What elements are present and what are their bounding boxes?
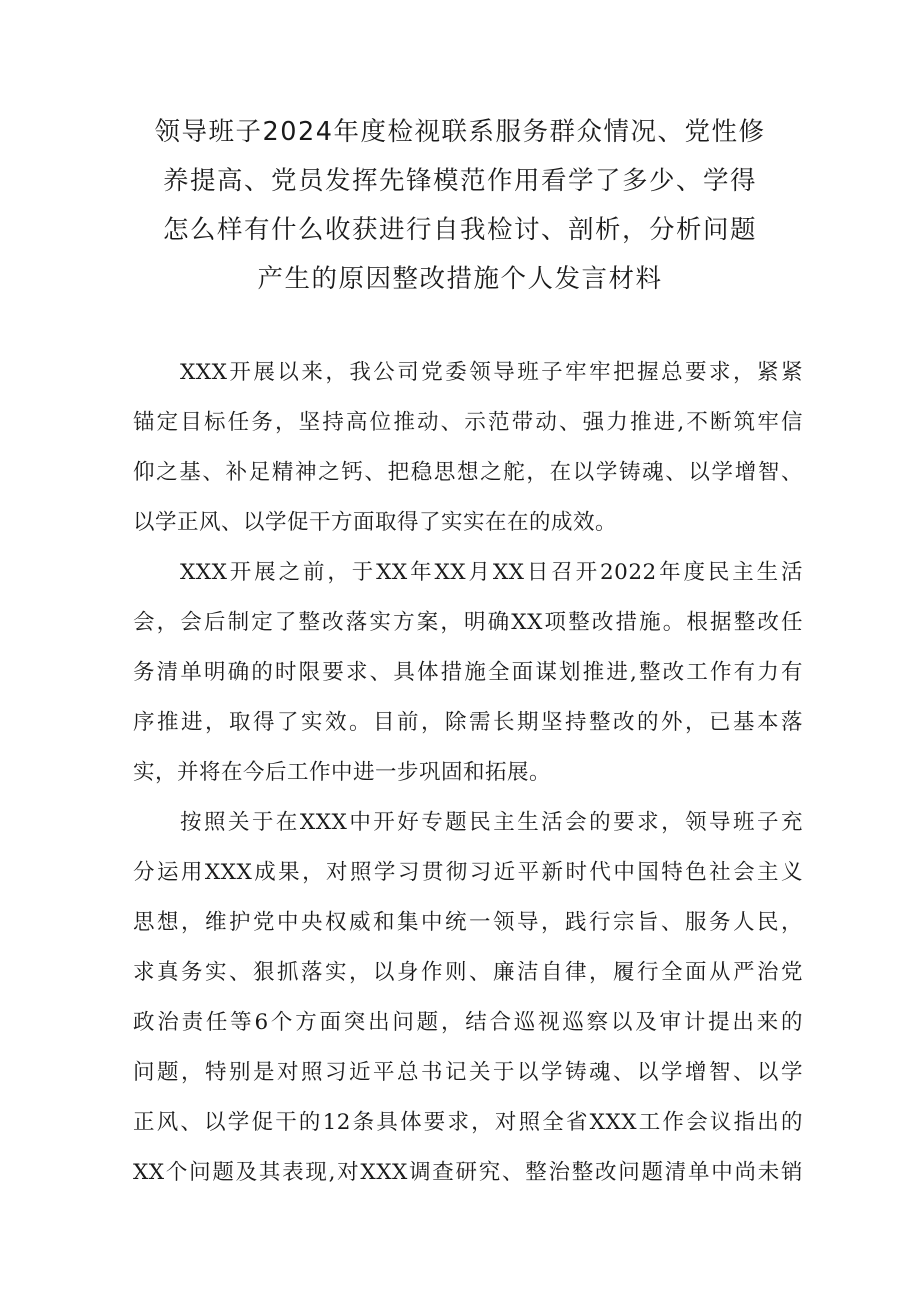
text-line: 实，并将在今后工作中进一步巩固和拓展。	[133, 760, 552, 785]
text-line: 问题，特别是对照习近平总书记关于以学铸魂、以学增智、以学	[133, 1060, 803, 1085]
title-line: 怎么样有什么收获进行自我检讨、剖析，分析问题	[162, 215, 757, 245]
text-line: 正风、以学促干的12条具体要求，对照全省XXX工作会议指出的	[133, 1110, 803, 1135]
title-line: 领导班子2024年度检视联系服务群众情况、党性修	[154, 117, 766, 147]
text-line: 按照关于在XXX中开好专题民主生活会的要求，领导班子充	[180, 810, 803, 835]
paragraph	[133, 798, 803, 1198]
document-body	[133, 348, 803, 1198]
title-line: 养提高、党员发挥先锋模范作用看学了多少、学得	[162, 166, 757, 196]
text-line: 政治责任等6个方面突出问题，结合巡视巡察以及审计提出来的	[133, 1010, 803, 1035]
paragraph	[133, 348, 803, 548]
text-line: 务清单明确的时限要求、具体措施全面谋划推进,整改工作有力有	[133, 660, 803, 685]
text-line: 分运用XXX成果，对照学习贯彻习近平新时代中国特色社会主义	[133, 860, 803, 885]
text-line: XXX开展以来，我公司党委领导班子牢牢把握总要求，紧紧	[180, 360, 803, 385]
text-line: 求真务实、狠抓落实，以身作则、廉洁自律，履行全面从严治党	[133, 960, 803, 985]
text-line: XX个问题及其表现,对XXX调查研究、整治整改问题清单中尚未销	[133, 1160, 803, 1185]
text-line: 仰之基、补足精神之钙、把稳思想之舵，在以学铸魂、以学增智、	[133, 460, 803, 485]
text-line: 锚定目标任务，坚持高位推动、示范带动、强力推进,不断筑牢信	[133, 410, 803, 435]
text-line: 思想，维护党中央权威和集中统一领导，践行宗旨、服务人民，	[133, 910, 803, 935]
text-line: 序推进，取得了实效。目前，除需长期坚持整改的外，已基本落	[133, 710, 803, 735]
document-title	[120, 108, 800, 304]
paragraph	[133, 548, 803, 798]
title-line: 产生的原因整改措施个人发言材料	[257, 264, 663, 294]
text-line: XXX开展之前，于XX年XX月XX日召开2022年度民主生活	[180, 560, 803, 585]
text-line: 以学正风、以学促干方面取得了实实在在的成效。	[133, 510, 618, 535]
text-line: 会，会后制定了整改落实方案，明确XX项整改措施。根据整改任	[133, 610, 803, 635]
